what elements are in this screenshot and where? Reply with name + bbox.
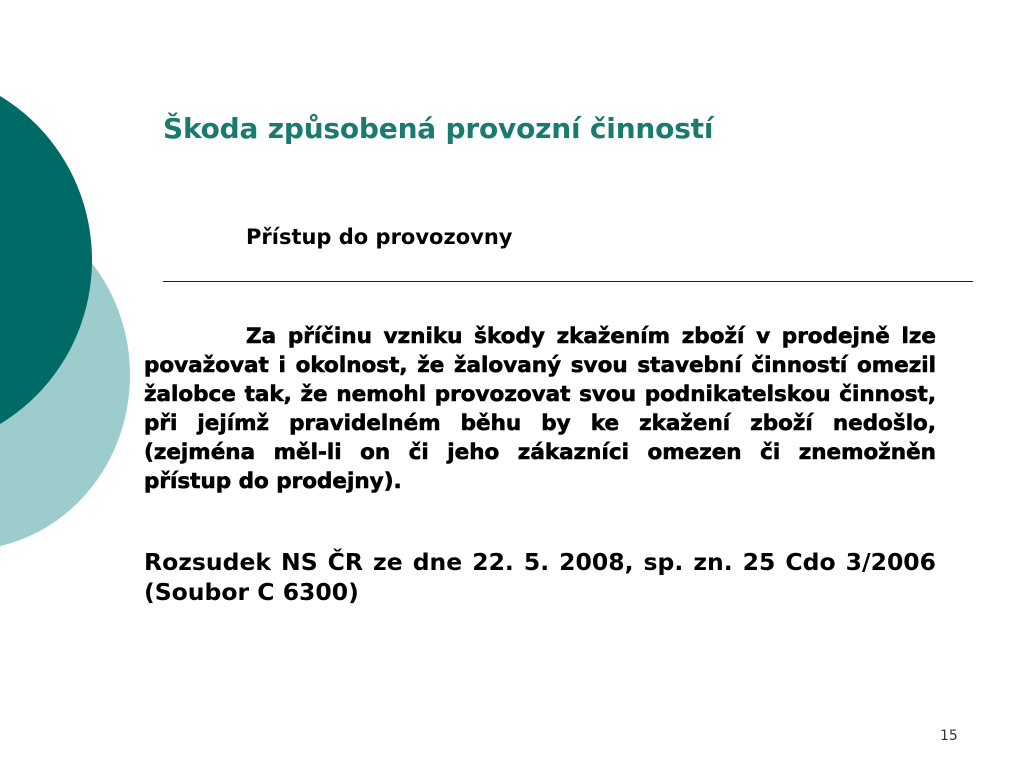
slide-title: Škoda způsobená provozní činností (163, 112, 714, 145)
body-paragraph: Za příčinu vzniku škody zkažením zboží v prodejně lze považovat i okolnost, že žalovaný svou stavební činností omezil žalobce tak, že nemohl provozovat svou podnikatelskou činnost, při jejímž pravidelném běhu by ke zkažení zboží nedošlo, (zejména měl-li on či jeho zákazníci omezen či znemožněn přístup do prodejny). (144, 324, 936, 494)
court-ruling-citation: Rozsudek NS ČR ze dne 22. 5. 2008, sp. zn. 25 Cdo 3/2006 (Soubor C 6300) (144, 548, 936, 606)
slide-subtitle: Přístup do provozovny (246, 225, 513, 249)
divider-line (163, 281, 973, 282)
page-number: 15 (940, 728, 958, 744)
